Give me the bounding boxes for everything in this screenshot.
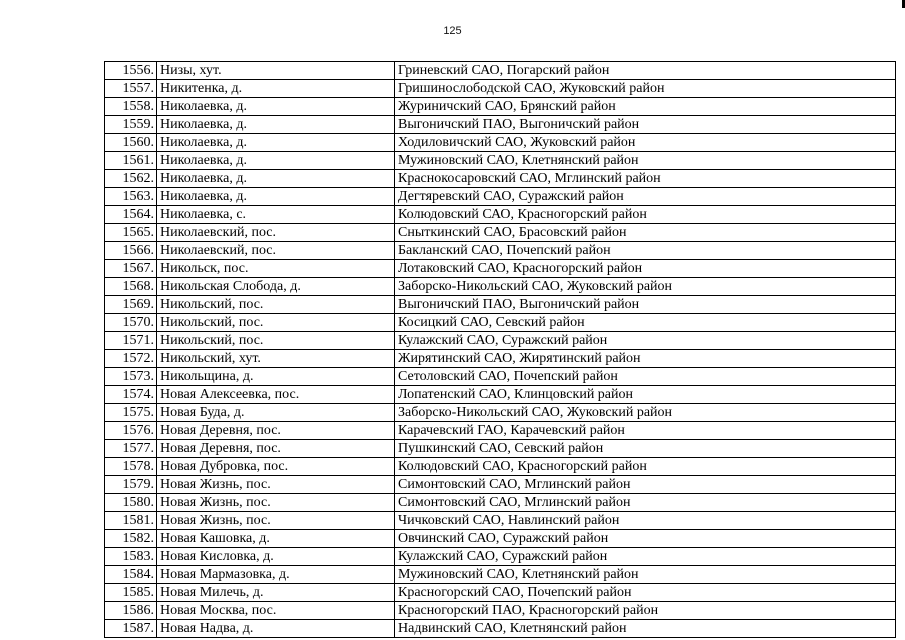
settlement-name: Николаевка, д.	[157, 170, 395, 188]
table-row	[105, 332, 896, 350]
settlement-name: Новая Кисловка, д.	[157, 548, 395, 566]
settlement-name: Никольский, пос.	[157, 332, 395, 350]
administrative-unit: Заборско-Никольский САО, Жуковский район	[395, 278, 896, 296]
row-number: 1580.	[105, 494, 157, 512]
settlement-name: Никольский, хут.	[157, 350, 395, 368]
administrative-unit: Кулажский САО, Суражский район	[395, 332, 896, 350]
administrative-unit: Лотаковский САО, Красногорский район	[395, 260, 896, 278]
administrative-unit: Гришинослободской САО, Жуковский район	[395, 80, 896, 98]
administrative-unit: Выгоничский ПАО, Выгоничский район	[395, 296, 896, 314]
settlement-name: Никольский, пос.	[157, 314, 395, 332]
row-number: 1587.	[105, 620, 157, 638]
settlement-name: Новая Надва, д.	[157, 620, 395, 638]
table-row	[105, 530, 896, 548]
settlement-name: Новая Дубровка, пос.	[157, 458, 395, 476]
row-number: 1576.	[105, 422, 157, 440]
table-row	[105, 620, 896, 638]
settlement-table	[104, 61, 896, 638]
row-number: 1582.	[105, 530, 157, 548]
row-number: 1586.	[105, 602, 157, 620]
row-number: 1585.	[105, 584, 157, 602]
administrative-unit: Дегтяревский САО, Суражский район	[395, 188, 896, 206]
row-number: 1581.	[105, 512, 157, 530]
table-row	[105, 296, 896, 314]
administrative-unit: Выгоничский ПАО, Выгоничский район	[395, 116, 896, 134]
table-row	[105, 422, 896, 440]
settlement-name: Новая Милечь, д.	[157, 584, 395, 602]
table-row	[105, 170, 896, 188]
table-row	[105, 548, 896, 566]
row-number: 1561.	[105, 152, 157, 170]
table-row	[105, 386, 896, 404]
administrative-unit: Колюдовский САО, Красногорский район	[395, 206, 896, 224]
page-number: 125	[443, 25, 462, 37]
row-number: 1558.	[105, 98, 157, 116]
table-row	[105, 368, 896, 386]
table-row	[105, 80, 896, 98]
table-row	[105, 512, 896, 530]
table-row	[105, 404, 896, 422]
settlement-name: Николаевский, пос.	[157, 242, 395, 260]
settlement-name: Новая Жизнь, пос.	[157, 512, 395, 530]
table-row	[105, 152, 896, 170]
settlement-name: Новая Деревня, пос.	[157, 440, 395, 458]
table-row	[105, 98, 896, 116]
settlement-name: Новая Жизнь, пос.	[157, 494, 395, 512]
row-number: 1577.	[105, 440, 157, 458]
settlement-name: Николаевка, д.	[157, 98, 395, 116]
row-number: 1574.	[105, 386, 157, 404]
administrative-unit: Сныткинский САО, Брасовский район	[395, 224, 896, 242]
table-row	[105, 62, 896, 80]
settlement-name: Новая Кашовка, д.	[157, 530, 395, 548]
administrative-unit: Сетоловский САО, Почепский район	[395, 368, 896, 386]
table-row	[105, 260, 896, 278]
row-number: 1563.	[105, 188, 157, 206]
table-row	[105, 602, 896, 620]
administrative-unit: Надвинский САО, Клетнянский район	[395, 620, 896, 638]
settlement-name: Никольская Слобода, д.	[157, 278, 395, 296]
settlement-name: Новая Алексеевка, пос.	[157, 386, 395, 404]
row-number: 1578.	[105, 458, 157, 476]
row-number: 1566.	[105, 242, 157, 260]
settlement-name: Николаевка, с.	[157, 206, 395, 224]
administrative-unit: Красногорский ПАО, Красногорский район	[395, 602, 896, 620]
row-number: 1584.	[105, 566, 157, 584]
row-number: 1570.	[105, 314, 157, 332]
settlement-name: Николаевка, д.	[157, 134, 395, 152]
settlement-name: Никитенка, д.	[157, 80, 395, 98]
settlement-table-body	[105, 62, 896, 638]
settlement-name: Николаевка, д.	[157, 116, 395, 134]
settlement-name: Никольщина, д.	[157, 368, 395, 386]
settlement-name: Новая Мармазовка, д.	[157, 566, 395, 584]
administrative-unit: Кулажский САО, Суражский район	[395, 548, 896, 566]
row-number: 1583.	[105, 548, 157, 566]
administrative-unit: Симонтовский САО, Мглинский район	[395, 476, 896, 494]
administrative-unit: Жирятинский САО, Жирятинский район	[395, 350, 896, 368]
row-number: 1569.	[105, 296, 157, 314]
settlement-name: Николаевский, пос.	[157, 224, 395, 242]
administrative-unit: Журиничский САО, Брянский район	[395, 98, 896, 116]
administrative-unit: Ходиловичский САО, Жуковский район	[395, 134, 896, 152]
table-row	[105, 584, 896, 602]
settlement-name: Новая Буда, д.	[157, 404, 395, 422]
row-number: 1562.	[105, 170, 157, 188]
row-number: 1567.	[105, 260, 157, 278]
table-row	[105, 476, 896, 494]
row-number: 1568.	[105, 278, 157, 296]
settlement-name: Новая Москва, пос.	[157, 602, 395, 620]
administrative-unit: Чичковский САО, Навлинский район	[395, 512, 896, 530]
administrative-unit: Колюдовский САО, Красногорский район	[395, 458, 896, 476]
administrative-unit: Пушкинский САО, Севский район	[395, 440, 896, 458]
table-row	[105, 566, 896, 584]
table-row	[105, 134, 896, 152]
administrative-unit: Гриневский САО, Погарский район	[395, 62, 896, 80]
table-row	[105, 278, 896, 296]
settlement-name: Никольск, пос.	[157, 260, 395, 278]
table-row	[105, 458, 896, 476]
table-row	[105, 242, 896, 260]
administrative-unit: Заборско-Никольский САО, Жуковский район	[395, 404, 896, 422]
table-row	[105, 116, 896, 134]
settlement-name: Низы, хут.	[157, 62, 395, 80]
administrative-unit: Овчинский САО, Суражский район	[395, 530, 896, 548]
administrative-unit: Карачевский ГАО, Карачевский район	[395, 422, 896, 440]
table-row	[105, 206, 896, 224]
row-number: 1575.	[105, 404, 157, 422]
row-number: 1559.	[105, 116, 157, 134]
settlement-name: Никольский, пос.	[157, 296, 395, 314]
administrative-unit: Красногорский САО, Почепский район	[395, 584, 896, 602]
row-number: 1573.	[105, 368, 157, 386]
table-row	[105, 314, 896, 332]
settlement-name: Николаевка, д.	[157, 152, 395, 170]
table-row	[105, 350, 896, 368]
administrative-unit: Лопатенский САО, Клинцовский район	[395, 386, 896, 404]
settlement-name: Новая Жизнь, пос.	[157, 476, 395, 494]
table-row	[105, 440, 896, 458]
administrative-unit: Косицкий САО, Севский район	[395, 314, 896, 332]
administrative-unit: Мужиновский САО, Клетнянский район	[395, 566, 896, 584]
administrative-unit: Краснокосаровский САО, Мглинский район	[395, 170, 896, 188]
row-number: 1572.	[105, 350, 157, 368]
row-number: 1565.	[105, 224, 157, 242]
settlement-name: Новая Деревня, пос.	[157, 422, 395, 440]
row-number: 1579.	[105, 476, 157, 494]
row-number: 1556.	[105, 62, 157, 80]
settlement-name: Николаевка, д.	[157, 188, 395, 206]
row-number: 1564.	[105, 206, 157, 224]
row-number: 1560.	[105, 134, 157, 152]
row-number: 1571.	[105, 332, 157, 350]
table-row	[105, 224, 896, 242]
table-row	[105, 494, 896, 512]
administrative-unit: Мужиновский САО, Клетнянский район	[395, 152, 896, 170]
table-row	[105, 188, 896, 206]
administrative-unit: Бакланский САО, Почепский район	[395, 242, 896, 260]
row-number: 1557.	[105, 80, 157, 98]
administrative-unit: Симонтовский САО, Мглинский район	[395, 494, 896, 512]
